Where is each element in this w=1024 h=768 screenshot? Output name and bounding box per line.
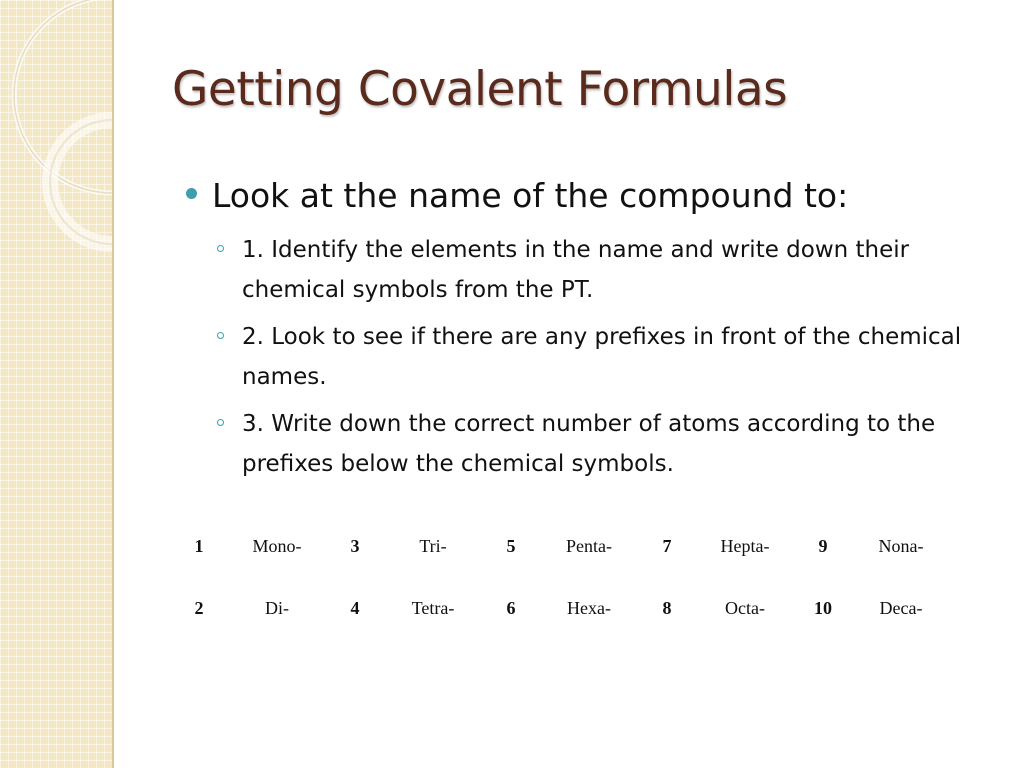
prefix-name-cell: Tri-: [419, 535, 447, 556]
main-bullet: [186, 172, 986, 220]
decorative-circles-graphic: [0, 0, 112, 768]
slide-title: Getting Covalent Formulas: [172, 62, 788, 117]
prefix-number-cell: 5: [506, 535, 516, 556]
side-strip-border: [112, 0, 114, 768]
prefix-name-cell: Hepta-: [720, 535, 770, 556]
prefix-number-cell: 8: [662, 597, 672, 618]
prefix-name-cell: Di-: [265, 597, 289, 618]
sub-bullet-item: [186, 317, 986, 397]
prefix-number-cell: 3: [350, 535, 360, 556]
sub-bullet-item: [186, 230, 986, 310]
prefix-table: [176, 515, 956, 639]
table-row: [176, 577, 956, 639]
prefix-number-cell: 6: [506, 597, 516, 618]
prefix-number-cell: 10: [814, 597, 832, 618]
prefix-number-cell: 7: [662, 535, 672, 556]
sub-bullet-list: [186, 230, 986, 484]
prefix-name-cell: Hexa-: [567, 597, 611, 618]
prefix-name-cell: Nona-: [878, 535, 924, 556]
prefix-number-cell: 4: [350, 597, 360, 618]
table-row: [176, 515, 956, 577]
bullet-ring-icon: [217, 419, 224, 426]
prefix-name-cell: Mono-: [252, 535, 302, 556]
sub-bullet-text: 3. Write down the correct number of atoms according to the prefixes below the chemical symbols.: [242, 411, 936, 477]
main-bullet-text: Look at the name of the compound to:: [212, 176, 849, 215]
prefix-number-cell: 9: [818, 535, 828, 556]
sub-bullet-text: 1. Identify the elements in the name and write down their chemical symbols from the PT.: [242, 237, 910, 303]
prefix-number-cell: 2: [194, 597, 204, 618]
prefix-name-cell: Penta-: [566, 535, 612, 556]
bullet-ring-icon: [217, 245, 224, 252]
prefix-number-cell: 1: [194, 535, 204, 556]
prefix-name-cell: Tetra-: [411, 597, 455, 618]
prefix-name-cell: Deca-: [879, 597, 923, 618]
bullet-dot-icon: [186, 188, 197, 199]
slide-content: [186, 172, 986, 491]
decorative-side-strip: [0, 0, 112, 768]
sub-bullet-item: [186, 404, 986, 484]
prefix-name-cell: Octa-: [725, 597, 765, 618]
sub-bullet-text: 2. Look to see if there are any prefixes in front of the chemical names.: [242, 324, 962, 390]
bullet-ring-icon: [217, 332, 224, 339]
